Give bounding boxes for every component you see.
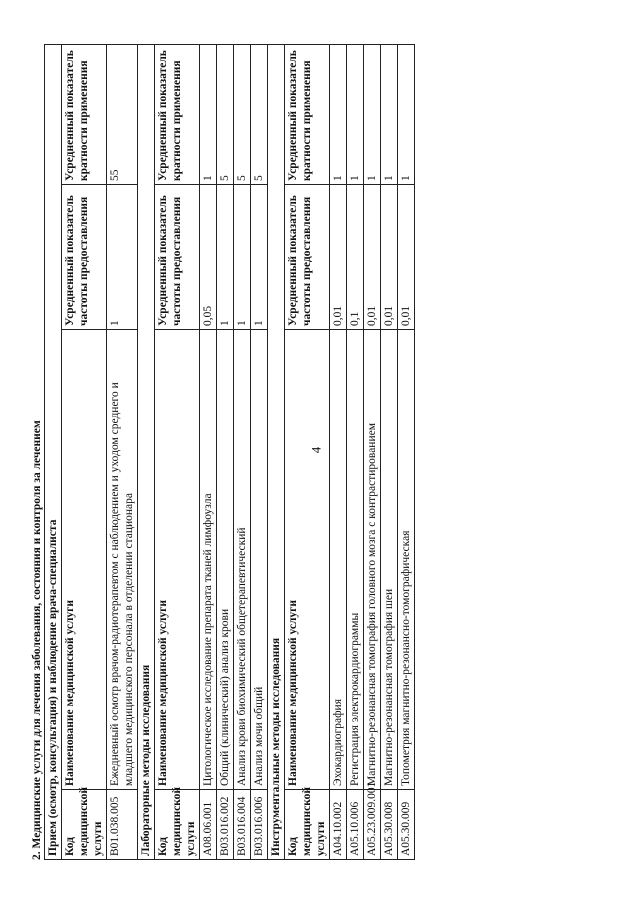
header-name: Наименование медицинской услуги — [155, 330, 200, 790]
service-name: Магнитно-резонансная томография головного мозга с контрастированием — [364, 330, 381, 790]
service-name: Магнитно-резонансная томография шеи — [381, 330, 398, 790]
table-row — [381, 44, 398, 859]
column-header-row — [285, 44, 330, 859]
table-row — [347, 44, 364, 859]
service-code: B03.016.002 — [217, 790, 234, 860]
multiplicity-value: 5 — [217, 44, 234, 184]
service-code: A05.10.006 — [347, 790, 364, 860]
section-title: Лабораторные методы исследования — [138, 44, 155, 859]
header-frequency: Усредненный показатель частоты предоставления — [285, 185, 330, 330]
header-multiplicity: Усредненный показатель кратности применения — [285, 44, 330, 184]
frequency-value: 0,01 — [381, 185, 398, 330]
service-name: Общий (клинический) анализ крови — [217, 330, 234, 790]
section-title-row — [268, 44, 285, 859]
service-name: Цитологическое исследование препарата тканей лимфоузла — [200, 330, 217, 790]
page-number: 4 — [308, 446, 324, 454]
frequency-value: 0,05 — [200, 185, 217, 330]
service-code: B03.016.006 — [251, 790, 268, 860]
multiplicity-value: 1 — [330, 44, 347, 184]
frequency-value: 1 — [217, 185, 234, 330]
header-multiplicity: Усредненный показатель кратности применения — [62, 44, 107, 184]
header-code: Код медицинской услуги — [155, 790, 200, 860]
header-code: Код медицинской услуги — [62, 790, 107, 860]
frequency-value: 1 — [234, 185, 251, 330]
multiplicity-value: 1 — [200, 44, 217, 184]
service-name: Анализ мочи общий — [251, 330, 268, 790]
table-row — [107, 44, 138, 859]
service-code: B01.038.005 — [107, 790, 138, 860]
frequency-value: 1 — [107, 185, 138, 330]
frequency-value: 1 — [251, 185, 268, 330]
rotated-page-content — [30, 40, 610, 860]
frequency-value: 0,01 — [364, 185, 381, 330]
service-name: Ежедневный осмотр врачом-радиотерапевтом с наблюдением и уходом среднего и младшего медицинского персонала в отделении стационара — [107, 330, 138, 790]
multiplicity-value: 1 — [381, 44, 398, 184]
multiplicity-value: 1 — [398, 44, 415, 184]
multiplicity-value: 1 — [347, 44, 364, 184]
section-heading: 2. Медицинские услуги для лечения заболевания, состояния и контроля за лечением — [31, 420, 43, 860]
services-table — [44, 44, 415, 860]
multiplicity-value: 55 — [107, 44, 138, 184]
service-name: Топометрия магнитно-резонансно-томографическая — [398, 330, 415, 790]
frequency-value: 0,01 — [398, 185, 415, 330]
column-header-row — [62, 44, 107, 859]
service-code: A05.23.009.001 — [364, 790, 381, 860]
section-title-row — [138, 44, 155, 859]
header-name: Наименование медицинской услуги — [62, 330, 107, 790]
multiplicity-value: 5 — [251, 44, 268, 184]
table-row — [251, 44, 268, 859]
section-title: Инструментальные методы исследования — [268, 44, 285, 859]
header-frequency: Усредненный показатель частоты предоставления — [155, 185, 200, 330]
frequency-value: 0,1 — [347, 185, 364, 330]
column-header-row — [155, 44, 200, 859]
service-code: A05.30.009 — [398, 790, 415, 860]
service-name: Эхокардиография — [330, 330, 347, 790]
table-row — [330, 44, 347, 859]
service-code: A08.06.001 — [200, 790, 217, 860]
header-name: Наименование медицинской услуги — [285, 330, 330, 790]
section-title: Прием (осмотр, консультация) и наблюдение врача-специалиста — [45, 44, 62, 859]
section-title-row — [45, 44, 62, 859]
header-multiplicity: Усредненный показатель кратности применения — [155, 44, 200, 184]
service-code: A05.30.008 — [381, 790, 398, 860]
header-code: Код медицинской услуги — [285, 790, 330, 860]
service-code: B03.016.004 — [234, 790, 251, 860]
table-row — [217, 44, 234, 859]
frequency-value: 0,01 — [330, 185, 347, 330]
service-name: Регистрация электрокардиограммы — [347, 330, 364, 790]
service-code: A04.10.002 — [330, 790, 347, 860]
table-row — [364, 44, 381, 859]
service-name: Анализ крови биохимический общетерапевтический — [234, 330, 251, 790]
table-row — [234, 44, 251, 859]
table-row — [200, 44, 217, 859]
multiplicity-value: 1 — [364, 44, 381, 184]
multiplicity-value: 5 — [234, 44, 251, 184]
header-frequency: Усредненный показатель частоты предоставления — [62, 185, 107, 330]
table-row — [398, 44, 415, 859]
